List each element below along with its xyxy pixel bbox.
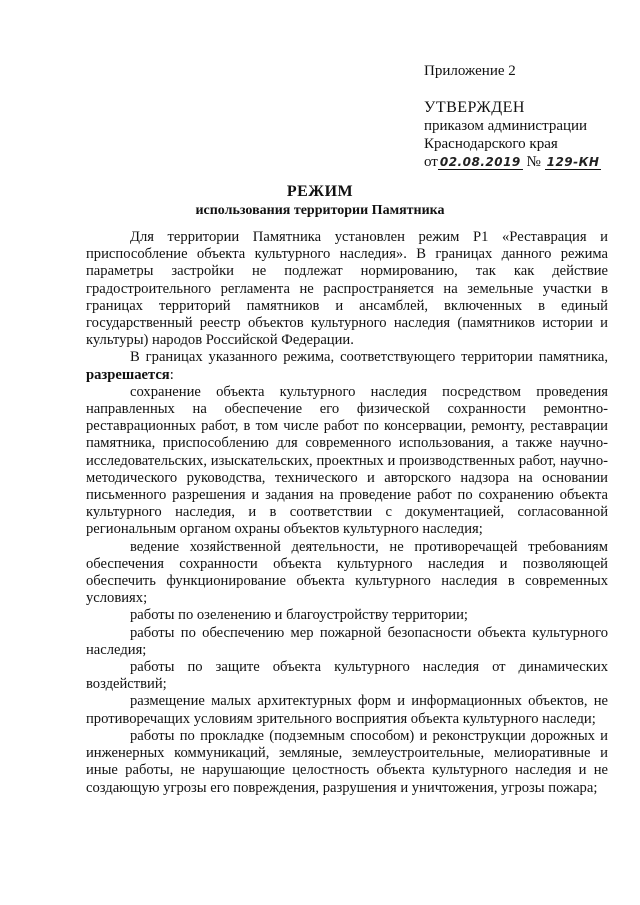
paragraph-text: В границах указанного режима, соответствующего территории памятника, — [130, 349, 608, 366]
approved-label: УТВЕРЖДЕН — [424, 99, 525, 116]
document-title: РЕЖИМ — [286, 183, 354, 200]
approval-line-1: приказом администрации — [424, 118, 588, 134]
list-item: работы по озеленению и благоустройству территории; — [130, 607, 468, 624]
from-label: от — [424, 154, 438, 170]
list-item: ведение хозяйственной деятельности, не противоречащей требованиям обеспечения сохранности объекта культурного наследия и позволяющей обеспечить функционирование объекта культурного наследия в современных условиях; — [86, 538, 608, 607]
approval-line-2: Краснодарского края — [424, 136, 558, 152]
paragraph — [86, 349, 608, 383]
list-item: размещение малых архитектурных форм и информационных объектов, не противоречащих условиям зрительного восприятия объекта культурного наследи; — [86, 693, 608, 727]
number-label: № — [526, 154, 541, 170]
approval-block — [424, 99, 601, 171]
list-item: работы по обеспечению мер пожарной безопасности объекта культурного наследия; — [86, 624, 608, 658]
bold-term: разрешается — [86, 366, 170, 383]
document-subtitle: использования территории Памятника — [195, 203, 445, 218]
paragraph-text: : — [169, 366, 174, 383]
paragraph: Для территории Памятника установлен режим Р1 «Реставрация и приспособление объекта культурного наследия». В границах данного режима параметры застройки не подлежат нормированию, так как действие градостроительного регламента не распространяется на земельные участки в границах территорий памятников и ансамблей, включенных в единый государственный реестр объектов культурного наследия (памятников истории и культуры) народов Российской Федерации. — [86, 229, 608, 349]
appendix-label: Приложение 2 — [424, 63, 516, 79]
list-item: сохранение объекта культурного наследия посредством проведения направленных на обеспечение его физической сохранности ремонтно-реставрационных работ, в том числе работ по консервации, ремонту, реставрации памятника, приспособлению для современного использования, а также научно-исследовательских, изыскательских, проектных и производственных работ, научно-методического руководства, технического и авторского надзора на основании письменного разрешения и задания на проведение работ по сохранению объекта культурного наследия, и в соответствии с документацией, согласованной региональным органом охраны объектов культурного наследия; — [86, 383, 608, 538]
document-body — [86, 229, 608, 797]
list-item: работы по защите объекта культурного наследия от динамических воздействий; — [86, 659, 608, 693]
handwritten-date: 02.08.2019 — [439, 155, 521, 169]
list-item: работы по прокладке (подземным способом) и реконструкции дорожных и инженерных коммуникаций, земляные, землеустроительные, мелиоративные и иные работы, не нарушающие целостность объекта культурного наследия и не создающую угрозы его повреждения, разрушения и уничтожения, угрозы пожара; — [86, 727, 608, 796]
approval-date-line — [424, 153, 601, 171]
handwritten-number: 129-КН — [546, 155, 600, 169]
